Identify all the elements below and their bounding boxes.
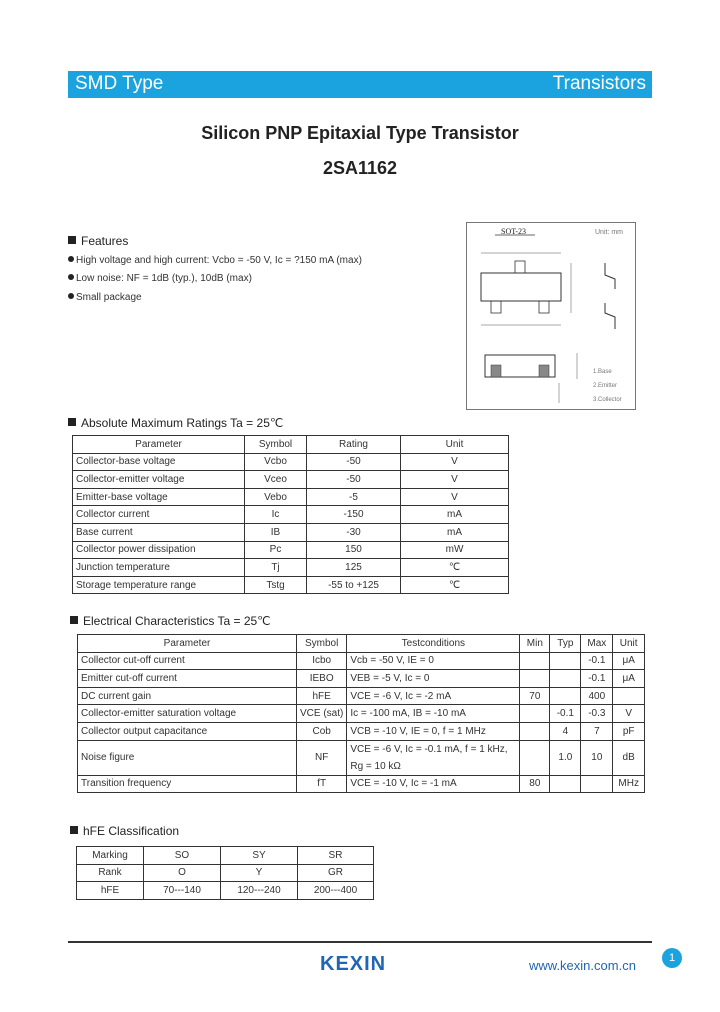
cell: Ic [245, 506, 307, 524]
cell: Transition frequency [78, 775, 297, 793]
cell: -50 [307, 471, 401, 489]
cell: V [401, 453, 509, 471]
cell: Noise figure [78, 740, 297, 775]
cell [550, 652, 581, 670]
cell: VEB = -5 V, Ic = 0 [347, 670, 520, 688]
pin-label: 3.Collector [593, 397, 622, 403]
cell: VCB = -10 V, IE = 0, f = 1 MHz [347, 722, 520, 740]
table-row [73, 471, 509, 489]
cell: VCE = -10 V, Ic = -1 mA [347, 775, 520, 793]
cell: O [144, 864, 221, 882]
cell: SY [221, 847, 298, 865]
cell: V [401, 488, 509, 506]
cell: Vcb = -50 V, IE = 0 [347, 652, 520, 670]
cell: 4 [550, 722, 581, 740]
cell: Collector output capacitance [78, 722, 297, 740]
table-row [78, 687, 645, 705]
cell: Vceo [245, 471, 307, 489]
package-outline-svg [467, 223, 635, 409]
cell: ℃ [401, 559, 509, 577]
noise-condition-line2: Rg = 10 kΩ [350, 760, 401, 772]
hfe-table [76, 846, 374, 900]
cell: -5 [307, 488, 401, 506]
cell: -55 to +125 [307, 576, 401, 594]
elec-heading-text: Electrical Characteristics Ta = 25℃ [83, 614, 271, 628]
cell: Emitter cut-off current [78, 670, 297, 688]
cell: -30 [307, 523, 401, 541]
hfe-heading [70, 824, 179, 838]
abs-max-heading-text: Absolute Maximum Ratings Ta = 25℃ [81, 416, 284, 430]
feature-item [68, 292, 142, 303]
square-bullet-icon [68, 236, 76, 244]
page-number-badge: 1 [662, 948, 682, 968]
cell: MHz [613, 775, 645, 793]
table-row [73, 506, 509, 524]
page-title: Silicon PNP Epitaxial Type Transistor [201, 123, 519, 143]
cell: -0.1 [550, 705, 581, 723]
cell: 200---400 [298, 882, 374, 900]
cell: Collector-base voltage [73, 453, 245, 471]
cell: -150 [307, 506, 401, 524]
cell: VCE (sat) [297, 705, 347, 723]
cell: GR [298, 864, 374, 882]
table-row [78, 652, 645, 670]
cell: dB [613, 740, 645, 775]
cell [347, 740, 520, 775]
square-bullet-icon [68, 418, 76, 426]
cell: Collector-emitter voltage [73, 471, 245, 489]
cell: hFE [77, 882, 144, 900]
part-number: 2SA1162 [322, 158, 398, 178]
cell: 7 [581, 722, 613, 740]
table-header-row [73, 436, 509, 454]
column-header: Symbol [297, 635, 347, 653]
table-header-row [78, 635, 645, 653]
pin-label: 2.Emitter [593, 383, 618, 389]
table-row [78, 740, 645, 775]
cell: Collector power dissipation [73, 541, 245, 559]
column-header: Parameter [78, 635, 297, 653]
table-row [77, 882, 374, 900]
cell: 70 [520, 687, 550, 705]
cell: V [613, 705, 645, 723]
table-row [73, 523, 509, 541]
cell: VCE = -6 V, Ic = -2 mA [347, 687, 520, 705]
column-header: Rating [307, 436, 401, 454]
cell: Tj [245, 559, 307, 577]
cell: Collector current [73, 506, 245, 524]
cell: 120---240 [221, 882, 298, 900]
column-header: Max [581, 635, 613, 653]
elec-table [77, 634, 645, 793]
table-row [73, 488, 509, 506]
cell: 125 [307, 559, 401, 577]
cell [581, 775, 613, 793]
table-row [78, 722, 645, 740]
features-heading-text: Features [81, 234, 129, 248]
cell: -0.1 [581, 652, 613, 670]
cell: Vcbo [245, 453, 307, 471]
column-header: Testconditions [347, 635, 520, 653]
kexin-logo: KEXIN [320, 953, 387, 975]
cell: ℃ [401, 576, 509, 594]
table-row [77, 847, 374, 865]
cell: DC current gain [78, 687, 297, 705]
features-heading [68, 234, 128, 248]
feature-item [68, 255, 362, 266]
cell [550, 670, 581, 688]
feature-item [68, 273, 252, 284]
cell [613, 687, 645, 705]
cell: mW [401, 541, 509, 559]
cell: 70---140 [144, 882, 221, 900]
cell: Base current [73, 523, 245, 541]
cell: IB [245, 523, 307, 541]
cell: Junction temperature [73, 559, 245, 577]
cell [550, 687, 581, 705]
table-row [73, 559, 509, 577]
website-link[interactable]: www.kexin.com.cn [529, 958, 636, 973]
table-row [78, 705, 645, 723]
bullet-icon [68, 274, 74, 280]
cell: hFE [297, 687, 347, 705]
table-row [73, 576, 509, 594]
column-header: Unit [613, 635, 645, 653]
hfe-heading-text: hFE Classification [83, 824, 180, 838]
bullet-icon [68, 256, 74, 262]
table-row [78, 670, 645, 688]
cell: 400 [581, 687, 613, 705]
package-drawing [466, 222, 636, 410]
header-banner [68, 71, 652, 98]
header-left: SMD Type [75, 73, 164, 94]
square-bullet-icon [70, 826, 78, 834]
cell: -50 [307, 453, 401, 471]
feature-text: Low noise: NF = 1dB (typ.), 10dB (max) [76, 273, 252, 284]
column-header: Min [520, 635, 550, 653]
elec-heading [70, 614, 271, 628]
cell [520, 740, 550, 775]
cell: Rank [77, 864, 144, 882]
cell: 150 [307, 541, 401, 559]
cell: Marking [77, 847, 144, 865]
cell: mA [401, 523, 509, 541]
cell: 80 [520, 775, 550, 793]
cell: Emitter-base voltage [73, 488, 245, 506]
cell: Y [221, 864, 298, 882]
footer-divider [68, 941, 652, 943]
cell: μA [613, 652, 645, 670]
column-header: Parameter [73, 436, 245, 454]
abs-max-heading [68, 416, 283, 430]
cell: Tstg [245, 576, 307, 594]
noise-condition-line1: VCE = -6 V, Ic = -0.1 mA, f = 1 kHz, [350, 743, 508, 755]
cell [520, 705, 550, 723]
square-bullet-icon [70, 616, 78, 624]
abs-max-table [72, 435, 509, 594]
cell: Collector-emitter saturation voltage [78, 705, 297, 723]
column-header: Symbol [245, 436, 307, 454]
cell: Cob [297, 722, 347, 740]
cell: Ic = -100 mA, IB = -10 mA [347, 705, 520, 723]
cell: 10 [581, 740, 613, 775]
cell: -0.1 [581, 670, 613, 688]
column-header: Typ [550, 635, 581, 653]
package-unit: Unit: mm [595, 229, 623, 236]
table-row [73, 453, 509, 471]
cell [520, 722, 550, 740]
cell: μA [613, 670, 645, 688]
cell: Storage temperature range [73, 576, 245, 594]
cell: IEBO [297, 670, 347, 688]
pin-label: 1.Base [593, 369, 612, 375]
cell: fT [297, 775, 347, 793]
cell: Pc [245, 541, 307, 559]
feature-text: High voltage and high current: Vcbo = -50 V, Ic = ?150 mA (max) [76, 255, 362, 266]
table-row [77, 864, 374, 882]
column-header: Unit [401, 436, 509, 454]
cell: NF [297, 740, 347, 775]
cell: pF [613, 722, 645, 740]
cell: mA [401, 506, 509, 524]
cell: Icbo [297, 652, 347, 670]
cell: 1.0 [550, 740, 581, 775]
bullet-icon [68, 293, 74, 299]
package-name: SOT-23 [501, 227, 527, 236]
cell: V [401, 471, 509, 489]
feature-text: Small package [76, 292, 142, 303]
cell [520, 670, 550, 688]
cell [550, 775, 581, 793]
cell: SR [298, 847, 374, 865]
table-row [78, 775, 645, 793]
header-right: Transistors [552, 73, 646, 94]
cell [520, 652, 550, 670]
cell: Collector cut-off current [78, 652, 297, 670]
cell: -0.3 [581, 705, 613, 723]
cell: Vebo [245, 488, 307, 506]
table-row [73, 541, 509, 559]
cell: SO [144, 847, 221, 865]
